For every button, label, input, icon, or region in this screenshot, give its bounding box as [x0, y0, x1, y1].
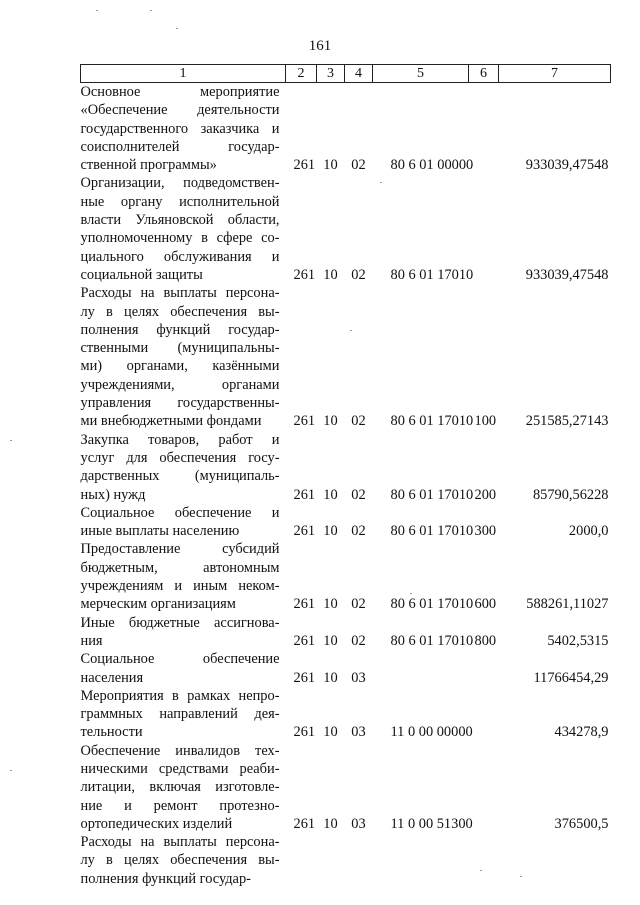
- description-line: Организации, подведомствен-: [80, 175, 280, 192]
- cell-target: 80 6 01 17010: [390, 266, 474, 283]
- cell-target: 80 6 01 00000: [390, 157, 474, 174]
- description-line: Мероприятия в рамках непро-: [80, 687, 280, 704]
- description-line: ние и ремонт протезно-: [80, 797, 280, 814]
- scan-speck: [96, 10, 98, 11]
- scan-speck: [410, 593, 412, 594]
- cell-description: [81, 431, 286, 504]
- table-row: [81, 614, 611, 651]
- cell-section: 10: [323, 266, 338, 283]
- cell-admin: [286, 833, 317, 888]
- cell-section: 10: [323, 632, 338, 649]
- description-line: учреждениями, органами: [80, 376, 280, 393]
- cell-amount: 5402,5315: [547, 632, 609, 649]
- description-line: государственного заказчика и: [80, 120, 280, 137]
- budget-table: [80, 64, 610, 888]
- description-line: ственной программы»: [80, 157, 217, 174]
- description-line: полнения функций государ-: [80, 321, 280, 338]
- cell-description: [81, 540, 286, 613]
- table-row: [81, 174, 611, 284]
- table-row: [81, 504, 611, 541]
- cell-description: [81, 614, 286, 651]
- cell-admin: 261: [293, 266, 316, 283]
- cell-type: [469, 687, 499, 742]
- cell-subsection: 02: [351, 157, 366, 174]
- table-row: [81, 742, 611, 833]
- header-cell-type: 6: [469, 65, 499, 83]
- cell-subsection: 02: [351, 632, 366, 649]
- description-line: ортопедических изделий: [80, 815, 233, 832]
- table-body: [81, 83, 611, 889]
- description-line: Социальное обеспечение: [80, 651, 280, 668]
- description-line: Основное мероприятие: [80, 84, 280, 100]
- cell-amount: 251585,27143: [525, 413, 609, 430]
- cell-type: [469, 833, 499, 888]
- cell-section: 10: [323, 724, 338, 741]
- description-line: учреждениям и иным неком-: [80, 578, 280, 595]
- description-line: циального обслуживания и: [80, 248, 280, 265]
- cell-target: 80 6 01 17010: [390, 486, 474, 503]
- description-line: Обеспечение инвалидов тех-: [80, 742, 280, 759]
- cell-admin: 261: [293, 815, 316, 832]
- cell-description: [81, 687, 286, 742]
- header-row: [81, 65, 611, 83]
- description-line: Социальное обеспечение и: [80, 504, 280, 521]
- description-line: лу в целях обеспечения вы-: [80, 852, 280, 869]
- description-line: социальной защиты: [80, 266, 203, 283]
- cell-amount: 2000,0: [568, 523, 609, 540]
- cell-subsection: 02: [351, 523, 366, 540]
- cell-type: 800: [474, 632, 497, 649]
- description-line: дарственных (муниципаль-: [80, 468, 280, 485]
- cell-target: [373, 650, 469, 687]
- description-line: ных) нужд: [80, 486, 146, 503]
- table-row: [81, 431, 611, 504]
- cell-description: [81, 284, 286, 430]
- cell-admin: 261: [293, 596, 316, 613]
- description-line: Закупка товаров, работ и: [80, 431, 280, 448]
- description-line: ния: [80, 632, 103, 649]
- description-line: уполномоченному в сфере со-: [80, 230, 280, 247]
- cell-target: 80 6 01 17010: [390, 596, 474, 613]
- description-line: ственными (муниципальны-: [80, 340, 280, 357]
- cell-subsection: 03: [351, 669, 366, 686]
- header-cell-target: 5: [373, 65, 469, 83]
- cell-amount: [499, 833, 611, 888]
- table-row: [81, 83, 611, 175]
- description-line: Иные бюджетные ассигнова-: [80, 614, 280, 631]
- cell-type: 300: [474, 523, 497, 540]
- header-cell-section: 3: [317, 65, 345, 83]
- cell-amount: 11766454,29: [533, 669, 609, 686]
- cell-amount: 434278,9: [554, 724, 609, 741]
- cell-admin: 261: [293, 486, 316, 503]
- cell-amount: 933039,47548: [525, 157, 609, 174]
- cell-type: [469, 742, 499, 833]
- header-cell-subsection: 4: [345, 65, 373, 83]
- description-line: ми внебюджетными фондами: [80, 413, 262, 430]
- cell-admin: 261: [293, 724, 316, 741]
- cell-description: [81, 504, 286, 541]
- cell-target: 11 0 00 00000: [390, 724, 473, 741]
- cell-admin: 261: [293, 669, 316, 686]
- cell-section: 10: [323, 523, 338, 540]
- description-line: Расходы на выплаты персона-: [80, 834, 280, 851]
- cell-type: 600: [474, 596, 497, 613]
- cell-type: 200: [474, 486, 497, 503]
- cell-admin: 261: [293, 413, 316, 430]
- description-line: населения: [80, 669, 144, 686]
- table-row: [81, 833, 611, 888]
- cell-admin: 261: [293, 523, 316, 540]
- cell-section: [317, 833, 345, 888]
- scan-speck: [520, 876, 522, 877]
- scan-speck: [150, 10, 152, 11]
- description-line: литации, включая изготовле-: [80, 779, 280, 796]
- cell-target: 80 6 01 17010: [390, 523, 474, 540]
- description-line: мерческим организациям: [80, 596, 236, 613]
- description-line: управления государственны-: [80, 395, 280, 412]
- cell-target: 11 0 00 51300: [390, 815, 473, 832]
- table-row: [81, 687, 611, 742]
- scan-speck: [10, 770, 12, 771]
- cell-type: 100: [474, 413, 497, 430]
- cell-description: [81, 650, 286, 687]
- cell-description: [81, 742, 286, 833]
- cell-subsection: 02: [351, 413, 366, 430]
- cell-amount: 376500,5: [554, 815, 609, 832]
- cell-admin: 261: [293, 157, 316, 174]
- cell-amount: 85790,56228: [532, 486, 609, 503]
- cell-section: 10: [323, 157, 338, 174]
- cell-section: 10: [323, 486, 338, 503]
- cell-target: 80 6 01 17010: [390, 413, 474, 430]
- cell-subsection: [345, 833, 373, 888]
- description-line: граммных направлений дея-: [80, 706, 280, 723]
- table-row: [81, 540, 611, 613]
- description-line: ные органу исполнительной: [80, 193, 280, 210]
- header-cell-amount: 7: [499, 65, 611, 83]
- cell-section: 10: [323, 669, 338, 686]
- cell-section: 10: [323, 596, 338, 613]
- description-line: тельности: [80, 724, 143, 741]
- scan-speck: [176, 28, 178, 29]
- description-line: Предоставление субсидий: [80, 541, 280, 558]
- cell-admin: 261: [293, 632, 316, 649]
- description-line: иные выплаты населению: [80, 523, 240, 540]
- table-row: [81, 284, 611, 430]
- cell-amount: 933039,47548: [525, 266, 609, 283]
- page-number: 161: [308, 38, 332, 54]
- description-line: «Обеспечение деятельности: [80, 102, 280, 119]
- description-line: соисполнителей государ-: [80, 138, 280, 155]
- cell-description: [81, 83, 286, 175]
- table-row: [81, 650, 611, 687]
- scan-speck: [350, 330, 352, 331]
- description-line: Расходы на выплаты персона-: [80, 285, 280, 302]
- scan-speck: [380, 182, 382, 183]
- cell-subsection: 03: [351, 724, 366, 741]
- cell-subsection: 02: [351, 266, 366, 283]
- scan-speck: [10, 440, 12, 441]
- cell-type: [469, 650, 499, 687]
- description-line: услуг для обеспечения госу-: [80, 449, 280, 466]
- cell-subsection: 02: [351, 486, 366, 503]
- cell-amount: 588261,11027: [526, 596, 609, 613]
- description-line: лу в целях обеспечения вы-: [80, 303, 280, 320]
- description-line: ми) органами, казёнными: [80, 358, 280, 375]
- description-line: ническими средствами реаби-: [80, 760, 280, 777]
- scan-speck: [480, 870, 482, 871]
- cell-target: 80 6 01 17010: [390, 632, 474, 649]
- cell-section: 10: [323, 815, 338, 832]
- cell-target: [373, 833, 469, 888]
- cell-subsection: 03: [351, 815, 366, 832]
- description-line: власти Ульяновской области,: [80, 212, 280, 229]
- cell-description: [81, 174, 286, 284]
- cell-description: [81, 833, 286, 888]
- description-line: полнения функций государ-: [80, 870, 251, 887]
- cell-section: 10: [323, 413, 338, 430]
- header-cell-description: 1: [81, 65, 286, 83]
- description-line: бюджетным, автономным: [80, 559, 280, 576]
- header-cell-admin: 2: [286, 65, 317, 83]
- cell-subsection: 02: [351, 596, 366, 613]
